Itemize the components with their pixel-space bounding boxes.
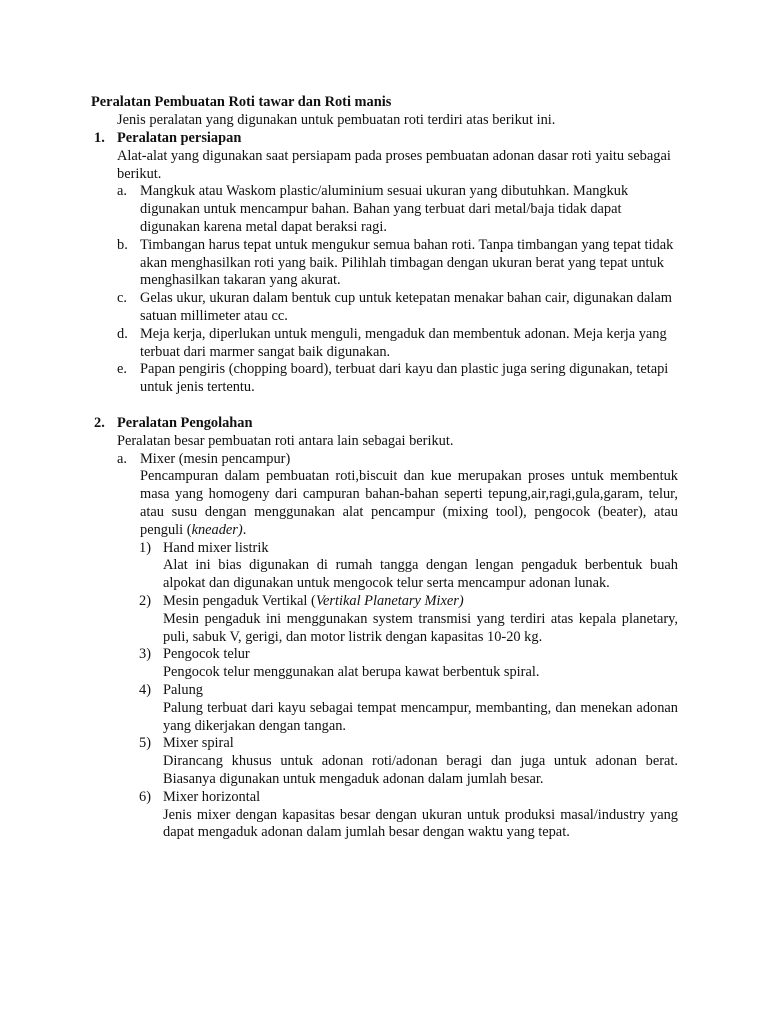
sub-item-title: Palung <box>163 681 203 698</box>
section-number: 2. <box>94 415 105 431</box>
section-heading <box>94 130 678 148</box>
item-title: Mixer (mesin pencampur) <box>140 450 291 467</box>
sub-item-title-italic: Vertikal Planetary Mixer) <box>315 592 464 609</box>
section-number: 1. <box>94 130 105 146</box>
item-description-text: Pencampuran dalam pembuatan roti,biscuit dan kue merupakan proses untuk membentuk masa yang homogeny dari campuran bahan-bahan seperti tepung,air,ragi,gula,garam, telur, atau susu dengan menggunakan alat pencampur (mixing tool), pengocok (beater), atau penguli ( <box>140 468 678 538</box>
section-persiapan <box>94 130 678 397</box>
sub-item-text: Palung terbuat dari kayu sebagai tempat mencampur, membanting, dan menekan adonan yang dikerjakan dengan tangan. <box>163 699 678 734</box>
item-description <box>140 468 678 539</box>
document-title: Peralatan Pembuatan Roti tawar dan Roti manis <box>91 94 392 110</box>
list-item <box>94 183 678 236</box>
sub-item-number: 4) <box>139 681 151 698</box>
sub-item-number: 3) <box>139 646 151 663</box>
sub-item <box>94 682 678 735</box>
sub-item-title-line <box>163 593 678 611</box>
sub-item-title: Mixer horizontal <box>163 788 261 805</box>
sub-item-title: Pengocok telur <box>163 646 250 663</box>
section-intro: Alat-alat yang digunakan saat persiapam pada proses pembuatan adonan dasar roti yaitu sebagai berikut. <box>117 147 671 182</box>
item-letter: a. <box>117 183 127 200</box>
sub-item-text: Pengocok telur menggunakan alat berupa kawat berbentuk spiral. <box>163 664 540 681</box>
section-heading-text: Peralatan Pengolahan <box>117 415 253 431</box>
sub-item-text: Alat ini bias digunakan di rumah tangga dengan lengan pengaduk berbentuk buah alpokat dan digunakan untuk mengocok telur serta mencampur adonan lunak. <box>163 557 678 592</box>
sub-item-title: Mixer spiral <box>163 735 234 752</box>
section-pengolahan <box>94 415 678 842</box>
item-text: Gelas ukur, ukuran dalam bentuk cup untuk ketepatan menakar bahan cair, digunakan dalam satuan millimeter atau cc. <box>140 290 672 324</box>
sub-item-number: 2) <box>139 592 151 609</box>
sub-item <box>94 735 678 788</box>
item-letter: e. <box>117 361 127 378</box>
sub-item-title: Mesin pengaduk Vertikal ( <box>163 592 316 609</box>
sub-item-text: Jenis mixer dengan kapasitas besar dengan ukuran untuk produksi masal/industry yang dapat mengaduk adonan dalam jumlah besar dengan waktu yang tepat. <box>163 806 678 841</box>
item-description-end: . <box>242 521 247 538</box>
sub-item-number: 5) <box>139 735 151 752</box>
item-letter: a. <box>117 450 127 467</box>
sub-item-text: Dirancang khusus untuk adonan roti/adonan beragi dan juga untuk adonan berat. Biasanya digunakan untuk mengaduk adonan dalam jumlah besar. <box>163 753 678 787</box>
section-heading-text: Peralatan persiapan <box>117 130 242 146</box>
item-text: Papan pengiris (chopping board), terbuat dari kayu dan plastic juga sering digunakan, tetapi untuk jenis tertentu. <box>140 361 669 396</box>
list-item <box>94 361 678 397</box>
item-description-italic: kneader) <box>191 521 243 538</box>
section-heading <box>94 415 678 433</box>
list-item <box>94 237 678 290</box>
sub-item <box>94 540 678 593</box>
list-item <box>94 290 678 326</box>
sub-item <box>94 646 678 682</box>
section-intro: Peralatan besar pembuatan roti antara lain sebagai berikut. <box>117 432 454 449</box>
item-text: Meja kerja, diperlukan untuk menguli, mengaduk dan membentuk adonan. Meja kerja yang terbuat dari marmer sangat baik digunakan. <box>140 325 667 360</box>
sub-item-text: Mesin pengaduk ini menggunakan system transmisi yang terdiri atas kepala planetary, puli, sabuk V, gerigi, dan motor listrik dengan kapasitas 10-20 kg. <box>163 610 678 645</box>
sub-item <box>94 593 678 646</box>
sub-item <box>94 789 678 842</box>
item-letter: c. <box>117 290 127 307</box>
item-letter: b. <box>117 236 128 253</box>
sub-item-number: 1) <box>139 539 151 556</box>
item-text: Mangkuk atau Waskom plastic/aluminium sesuai ukuran yang dibutuhkan. Mangkuk digunakan untuk mencampur bahan. Bahan yang terbuat dari metal/baja tidak dapat digunakan karena metal dapat beraksi ragi. <box>140 183 629 235</box>
sub-item-number: 6) <box>139 788 151 805</box>
document-intro: Jenis peralatan yang digunakan untuk pembuatan roti terdiri atas berikut ini. <box>117 112 556 128</box>
item-text: Timbangan harus tepat untuk mengukur semua bahan roti. Tanpa timbangan yang tepat tidak akan menghasilkan roti yang baik. Pilihlah timbagan dengan ukuran berat yang tepat untuk menghasilkan takaran yang akurat. <box>140 236 674 289</box>
sub-item-title: Hand mixer listrik <box>163 539 269 556</box>
item-letter: d. <box>117 325 128 342</box>
list-item <box>94 326 678 362</box>
list-item-mixer <box>94 451 678 540</box>
